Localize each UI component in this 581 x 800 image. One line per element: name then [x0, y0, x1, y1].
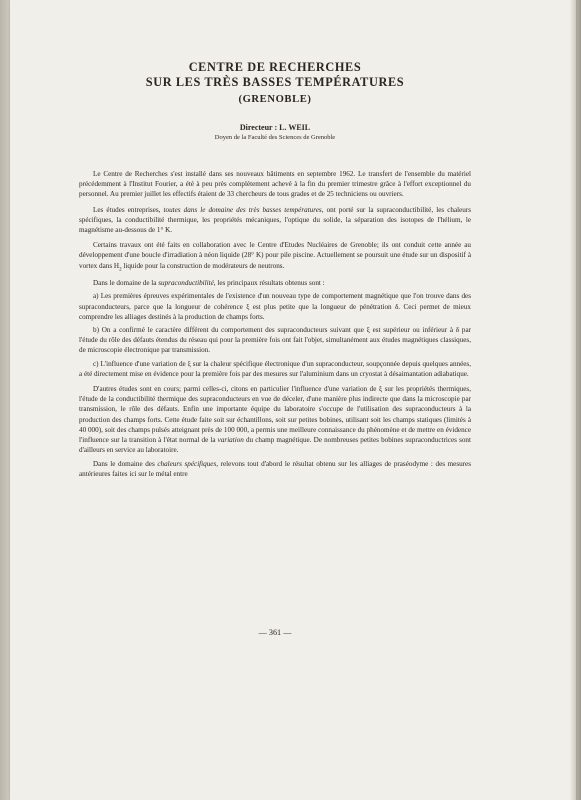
paragraph-collaboration-text-a: Certains travaux ont été faits en collaboration avec le Centre d'Etudes Nucléaires de Grenoble; ils ont conduit cette année au développement d'une boucle d'irradiation à néon liquide (28° K) pour pile piscine. Actuellement se poursuit une étude sur un dispositif à vortex dans H [79, 241, 471, 270]
paragraph-superconductivity-text-b: , les principaux résultats obtenus sont : [213, 279, 325, 288]
paragraph-ongoing-studies [79, 384, 471, 455]
page-number: — 361 — [258, 628, 292, 637]
director-label: Directeur : [239, 123, 278, 132]
paragraph-installation: Le Centre de Recherches s'est installé dans ses nouveaux bâtiments en septembre 1962. Le transfert de l'ensemble du matériel précédemment à l'Institut Fourier, a été à peu près complètement achevé à la fin du premier trimestre grâce à l'effort exceptionnel du personnel. Au premier juillet les effectifs étaient de 33 chercheurs de tous grades et de 25 techniciens ou ouvriers. [79, 170, 471, 199]
paragraph-studies-text-b: , ont porté sur la supraconductibilité, les chaleurs spécifiques, la conductibilité thermique, les propriétés mécaniques, l'optique du solide, la séparation des isotopes de l'hélium, le magnétisme au-dessous de 1° K. [79, 205, 472, 235]
paragraph-collaboration-text-b: liquide pour la construction de modérateurs de neutrons. [121, 261, 285, 270]
paragraph-specific-heat [79, 459, 471, 479]
paragraph-collaboration [79, 240, 471, 275]
page-subtitle: (GRENOBLE) [238, 94, 312, 105]
paragraph-specific-heat-emphasis: chaleurs spécifiques [157, 459, 217, 468]
paragraph-studies [79, 205, 471, 236]
director-name: L. WEIL [279, 123, 311, 132]
title-line-2: SUR LES TRÈS BASSES TEMPÉRATURES [145, 75, 405, 89]
paragraph-ongoing-text-a: D'autres études sont en cours; parmi celles-ci, citons en particulier l'influence d'une variation de ξ sur les propriétés thermiques, l'étude de la conductibilité thermique des supraconducteurs en vue de déceler, d'une manière plus indirecte que dans la microscopie par transmission, le rôle des défauts. Enfin une importante équipe du laboratoire s'occupe de l'utilisation des supraconducteurs à la production des champs forts. Cette étude faite soit sur échantillons, soit sur petites bobines, utilisant soit les champs statiques (limités à 40 000), soit des champs pulsés atteignant près de 100 000, a permis une meilleure connaissance du phénomène et de mettre en évidence l'influence sur la transition à l'état normal de la [79, 385, 471, 445]
director-role: Doyen de la Faculté des Sciences de Grenoble [214, 134, 336, 141]
paragraph-studies-text-a: Les études entreprises, [93, 205, 164, 214]
body-text [79, 169, 471, 479]
paragraph-specific-heat-text-a: Dans le domaine des [93, 459, 158, 468]
paragraph-collaboration-subscript: 2 [119, 267, 122, 273]
page-title [79, 60, 471, 90]
paragraph-specific-heat-text-b: , relevons tout d'abord le résultat obtenu sur les alliages de praséodyme : des mesures antérieures faites ici sur le métal entre [79, 459, 472, 478]
page-fold-shadow [570, 0, 576, 800]
paragraph-result-b: b) On a confirmé le caractère différent du comportement des supraconducteurs suivant que ξ est supérieur ou inférieur à δ par l'étude du rôle des défauts étendus du réseau qui pour la première fois ont fait l'objet, simultanément aux études magnétiques classiques, de microscopie électronique par transmission. [79, 326, 471, 355]
paragraph-studies-emphasis: toutes dans le domaine des très basses températures [163, 205, 322, 214]
paragraph-result-c: c) L'influence d'une variation de ξ sur la chaleur spécifique électronique d'un supraconducteur, soupçonnée depuis quelques années, a été directement mise en évidence pour la première fois par des mesures sur l'aluminium dans un cryostat à désaimantation adiabatique. [79, 359, 471, 378]
director-line [79, 123, 471, 133]
paragraph-result-a: a) Les premières épreuves expérimentales de l'existence d'un nouveau type de comportement magnétique que l'on trouve dans des supraconducteurs, parce que la longueur de cohérence ξ est plus petite que la longueur de pénétration δ. Ceci permet de mieux comprendre les alliages destinés à la production de champs forts. [79, 292, 471, 321]
paragraph-superconductivity-text-a: Dans le domaine de la [93, 279, 159, 288]
paragraph-ongoing-text-b: du champ magnétique. De nombreuses petites bobines supraconductrices sont d'ailleurs en service au laboratoire. [79, 436, 471, 455]
title-line-1: CENTRE DE RECHERCHES [188, 60, 362, 74]
paragraph-superconductivity-emphasis: supraconductibilité [158, 279, 214, 288]
page-content [79, 60, 471, 482]
paragraph-ongoing-emphasis: variation [217, 436, 244, 445]
paragraph-superconductivity-intro [79, 278, 471, 288]
